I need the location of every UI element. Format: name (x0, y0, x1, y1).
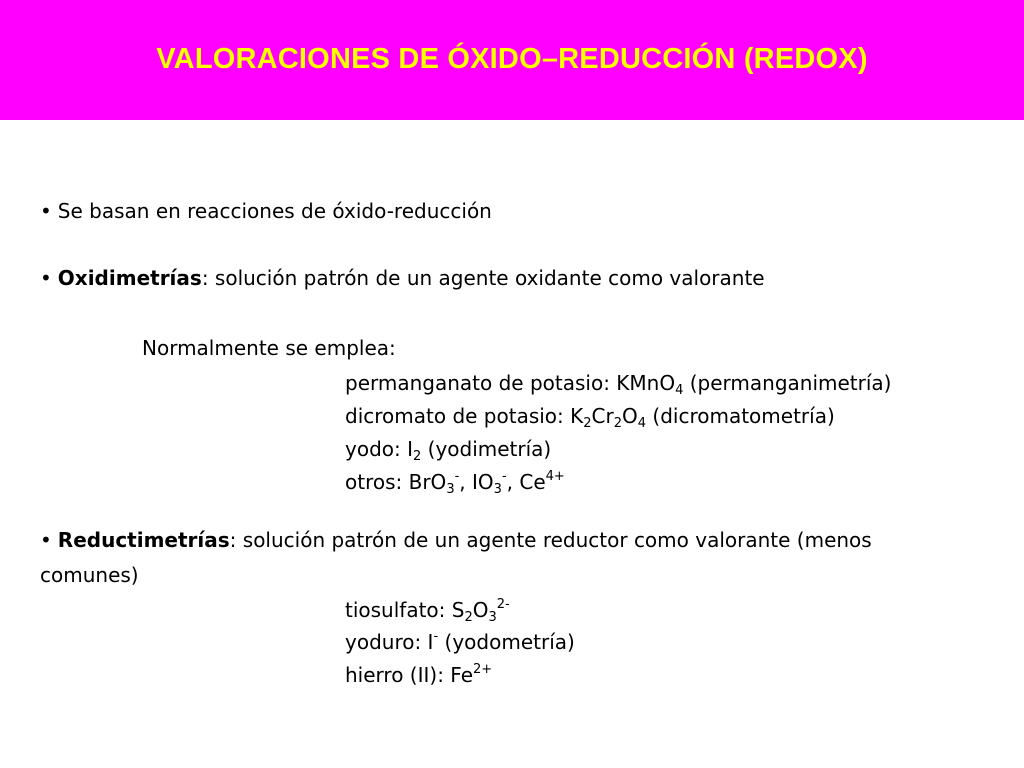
hierro-line: hierro (II): $Fe^{2+}$ (345, 662, 493, 687)
bullet-item-basis (40, 196, 492, 226)
bullet-icon: • (40, 199, 52, 223)
bullet-item-reductimetrias (40, 525, 872, 555)
yoduro-line: yoduro: I- (yodometría) (345, 629, 575, 654)
reductimetrias-description-cont: comunes) (40, 563, 139, 587)
reductimetrias-description: : solución patrón de un agente reductor como valorante (menos (229, 528, 872, 552)
term-reductimetrias: Reductimetrías (57, 528, 230, 552)
bullet-text: Se basan en reacciones de óxido-reducción (57, 199, 492, 223)
bullet-item-oxidimetrias (40, 263, 765, 293)
bullet-icon: • (40, 528, 52, 552)
term-oxidimetrias: Oxidimetrías (57, 266, 202, 290)
otros-line: otros: BrO$_3$-, $IO_3^-$, $Ce^{4+}$ (345, 469, 565, 497)
bullet-icon: • (40, 266, 52, 290)
tiosulfato-line: tiosulfato: $S_2O_3^{2-}$ (345, 597, 510, 625)
oxidimetrias-intro: Normalmente se emplea: (142, 336, 396, 360)
oxidimetrias-description: : solución patrón de un agente oxidante como valorante (201, 266, 765, 290)
dicromato-line: dicromato de potasio: $K_2Cr_2O_4$ (dicromatometría) (345, 404, 835, 431)
slide-title: VALORACIONES DE ÓXIDO–REDUCCIÓN (REDOX) (156, 43, 868, 75)
yodo-line: yodo: $I_2$ (yodimetría) (345, 437, 552, 464)
permanganato-line: permanganato de potasio: KMnO$_4$ (permanganimetría) (345, 371, 892, 398)
